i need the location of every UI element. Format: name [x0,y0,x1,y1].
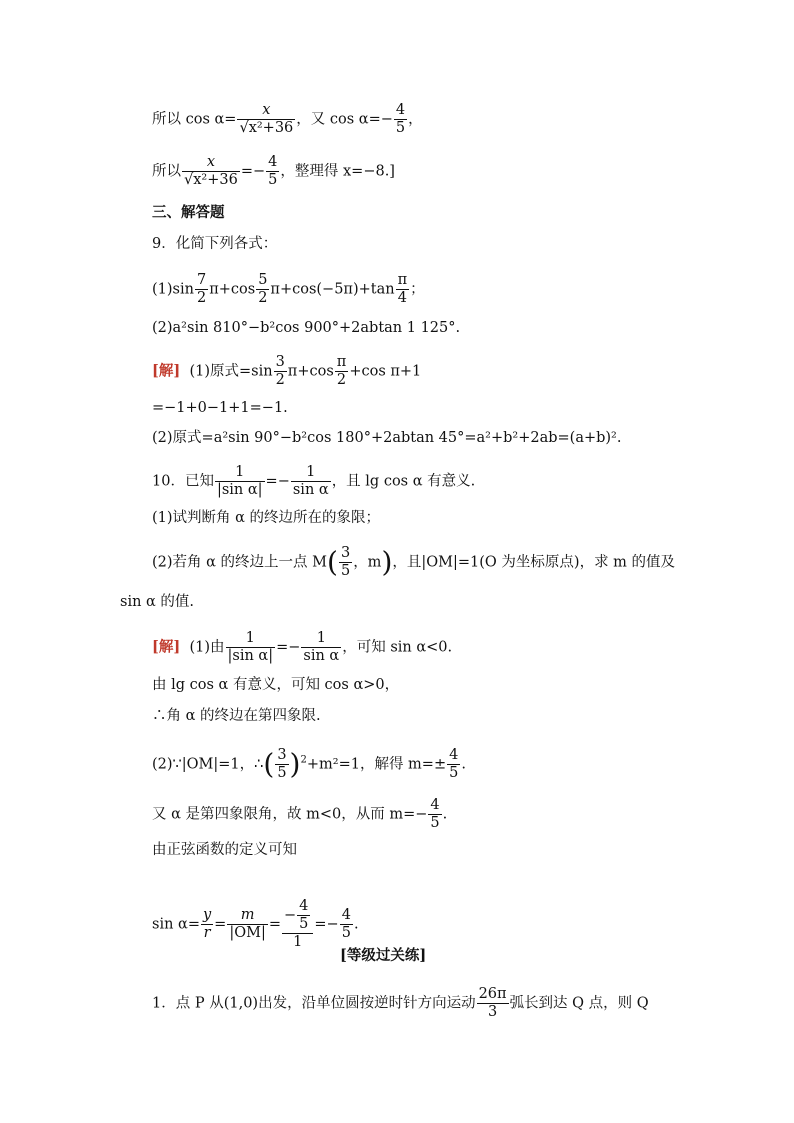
numerator: 3 [277,747,287,763]
text: =− [240,163,266,180]
question-10-solution-6: 由正弦函数的定义可知 [152,842,297,858]
numerator: 7 [196,272,207,288]
text: +m²=1，解得 m=± [306,756,447,773]
text: 又 α 是第四象限角，故 m<0，从而 m=− [152,806,428,823]
compound-fraction [282,898,313,951]
text: = [214,916,227,933]
denominator: 1 [282,933,313,951]
numerator: 1 [316,630,326,646]
text: (1)原式=sin [189,363,273,380]
fraction [394,102,407,137]
numerator: y [202,907,212,923]
numerator: 4 [299,898,309,914]
text: ，又 cos α=− [296,111,393,128]
denominator: 3 [477,1003,509,1021]
text: ，整理得 x=−8.] [280,163,395,180]
denominator: 5 [449,765,459,781]
fraction [215,464,265,499]
fraction [447,747,460,782]
fraction [266,154,279,189]
numerator: x [262,102,271,118]
denominator: 5 [277,765,287,781]
question-1 [152,986,649,1021]
numerator: 4 [449,747,459,763]
denominator: 2 [258,290,268,306]
denominator: 4 [396,289,410,307]
denominator: |sin α| [216,482,263,498]
denominator: √x²+36 [239,120,294,136]
text: ； [410,281,425,298]
text: ，且 lg cos α 有意义. [331,473,476,490]
fraction [340,907,353,942]
question-10-solution-2: 由 lg cos α 有意义，可知 cos α>0， [152,677,400,693]
numerator: π [336,354,347,370]
numerator [282,898,313,933]
denominator: |OM| [229,925,266,941]
numerator: 4 [268,154,278,170]
text: (1)由 [189,639,225,656]
text: =− [276,639,301,656]
denominator: sin α [303,648,340,664]
minus-sign: − [284,907,297,924]
question-9-solution-1b: =−1+0−1+1=−1. [152,400,288,416]
question-9-solution-1 [152,354,421,389]
text: ，m [353,554,382,571]
text: ， [408,111,423,128]
section-level-heading: [等级过关练] [340,947,427,964]
fraction [477,986,509,1021]
text: ，可知 sin α<0. [342,639,453,656]
text: (1)sin [152,281,194,298]
line-cos-alpha [152,102,423,137]
denominator: r [201,924,213,942]
text: =− [265,473,290,490]
denominator: 2 [196,290,207,306]
paren: ( [263,747,275,781]
question-10-solution-1 [152,630,452,665]
numerator: 4 [395,102,406,118]
line-solve-x [152,154,395,189]
fraction [201,907,213,942]
fraction [301,630,341,665]
text: 10．已知 [152,473,214,490]
fraction [274,354,287,389]
denominator: 5 [341,925,351,941]
fraction [428,797,441,832]
question-9-title: 9．化简下列各式： [152,236,278,252]
question-10-solution-7 [152,898,359,951]
numerator: 1 [245,630,255,646]
paren: ) [289,747,301,781]
numerator: 4 [430,797,440,813]
numerator: x [206,154,216,170]
denominator: 5 [395,120,406,136]
text: sin α= [152,916,200,933]
text: (2)∵|OM|=1，∴ [152,756,264,773]
fraction [275,747,288,782]
question-9-part-2: (2)a²sin 810°−b²cos 900°+2abtan 1 125°. [152,320,461,336]
question-10-solution-5 [152,797,447,832]
question-10-solution-3: ∴角 α 的终边在第四象限. [152,708,321,724]
text: . [461,756,466,773]
fraction [182,154,240,189]
text: π+cos(−5π)+tan [270,281,395,298]
numerator: 3 [275,354,285,370]
paren: ) [381,545,393,579]
text: . [442,806,448,823]
fraction [335,354,349,389]
text: 弧长到达 Q 点，则 Q [509,995,649,1012]
denominator: |sin α| [227,648,274,664]
question-10-solution-4 [152,747,466,782]
numerator: 3 [340,545,351,561]
fraction [227,907,268,942]
text: (2)若角 α 的终边上一点 M [152,554,328,571]
fraction [297,898,310,933]
denominator: 2 [275,372,285,388]
question-10-part-1: (1)试判断角 α 的终边所在的象限； [152,510,381,526]
superscript-2: 2 [300,754,307,766]
question-9-solution-2: (2)原式=a²sin 90°−b²cos 180°+2abtan 45°=a²+b²+2ab=(a+b)². [152,430,622,446]
numerator: π [397,272,408,288]
fraction [256,272,269,307]
solution-tag: [解] [152,638,181,656]
section-heading: 三、解答题 [152,204,225,221]
text: 所以 [152,163,181,180]
denominator: sin α [292,482,329,498]
fraction [339,545,352,580]
question-10-title [152,464,475,499]
fraction [291,464,331,499]
text: . [353,916,359,933]
denominator: 2 [335,371,349,389]
text: 1．点 P 从(1,0)出发，沿单位圆按逆时针方向运动 [152,995,476,1012]
text: 所以 cos α= [152,111,237,128]
numerator: m [240,907,255,923]
numerator: 1 [235,464,245,480]
question-10-part-2b: sin α 的值. [120,594,195,610]
denominator: 5 [299,916,309,932]
text: =− [314,916,339,933]
denominator: 5 [340,563,351,579]
question-10-part-2 [152,545,675,580]
numerator: 4 [341,907,351,923]
numerator: 26π [478,986,507,1002]
text: π+cos [209,281,256,298]
text: π+cos [287,363,334,380]
solution-tag: [解] [152,362,181,380]
question-9-part-1 [152,272,425,307]
text: +cos π+1 [349,363,422,380]
denominator: 5 [430,815,440,831]
fraction [195,272,208,307]
fraction [237,102,295,137]
fraction [396,272,410,307]
text: = [268,916,281,933]
numerator: 5 [258,272,268,288]
denominator: 5 [268,172,278,188]
paren: ( [327,545,338,579]
numerator: 1 [306,464,316,480]
denominator: √x²+36 [184,172,238,188]
fraction [226,630,276,665]
text: ，且|OM|=1(O 为坐标原点)，求 m 的值及 [392,554,676,571]
